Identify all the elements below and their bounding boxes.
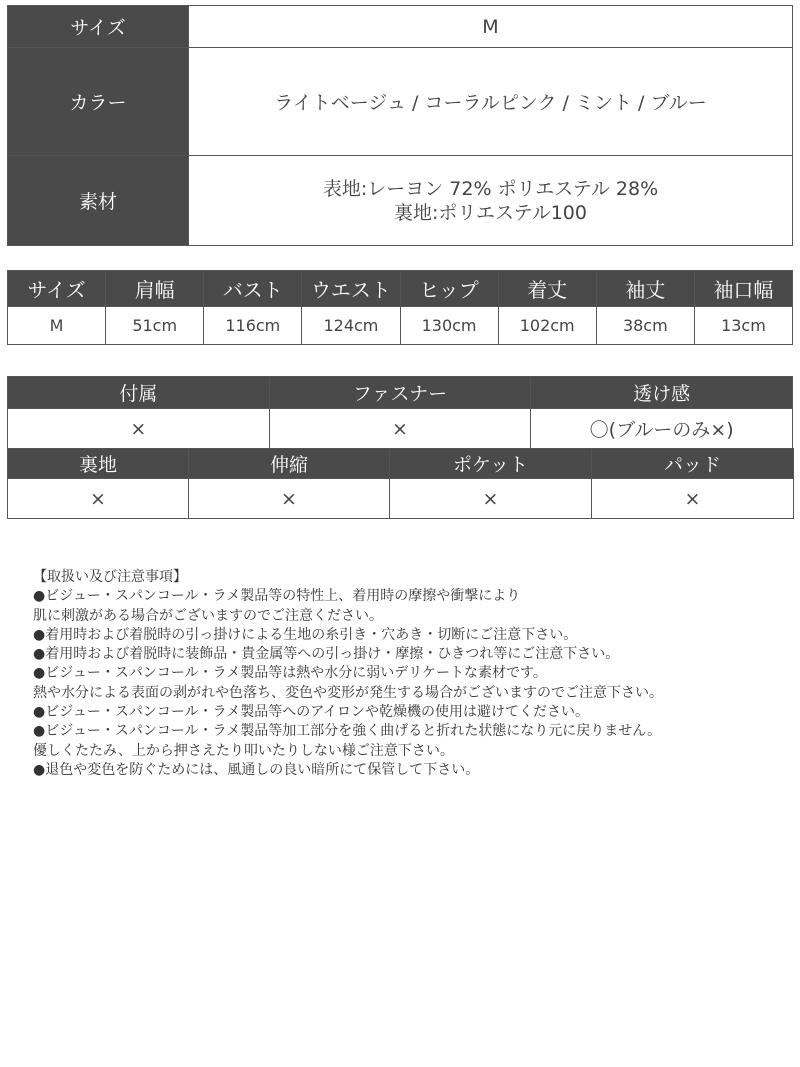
table-row bbox=[8, 307, 793, 345]
size-header: 肩幅 bbox=[106, 271, 204, 307]
size-table-header-row bbox=[8, 271, 793, 307]
detail-header: 付属 bbox=[8, 377, 270, 409]
detail-header: 裏地 bbox=[8, 449, 189, 479]
note-line: ●着用時および着脱時の引っ掛けによる生地の糸引き・穴あき・切断にご注意下さい。 bbox=[33, 626, 578, 643]
size-header: ヒップ bbox=[400, 271, 498, 307]
size-cell: 124cm bbox=[302, 307, 400, 345]
spec-row-material bbox=[8, 156, 793, 246]
table-row bbox=[8, 409, 793, 449]
material-lining: 裏地:ポリエステル100 bbox=[394, 201, 587, 224]
detail-header: 伸縮 bbox=[189, 449, 390, 479]
note-line: ●ビジュー・スパンコール・ラメ製品等の特性上、着用時の摩擦や衝撃により bbox=[33, 588, 521, 605]
detail-cell: × bbox=[592, 479, 794, 519]
color-label: カラー bbox=[8, 48, 189, 156]
detail-header: 透け感 bbox=[531, 377, 793, 409]
size-cell: 130cm bbox=[400, 307, 498, 345]
detail-cell: × bbox=[269, 409, 531, 449]
care-notes bbox=[33, 568, 793, 780]
detail-cell: × bbox=[390, 479, 592, 519]
detail-header-row bbox=[8, 449, 794, 479]
note-line: ●退色や変色を防ぐためには、風通しの良い暗所にて保管して下さい。 bbox=[33, 761, 480, 778]
note-line: 優しくたたみ、上から押さえたり叩いたりしない様ご注意下さい。 bbox=[33, 742, 454, 759]
size-label: サイズ bbox=[8, 6, 189, 48]
spec-table bbox=[7, 5, 793, 246]
size-cell: 38cm bbox=[596, 307, 694, 345]
detail-header: ファスナー bbox=[269, 377, 531, 409]
note-line: ●ビジュー・スパンコール・ラメ製品等加工部分を強く曲げると折れた状態になり元に戻りません。 bbox=[33, 723, 662, 740]
detail-table-a bbox=[7, 376, 793, 449]
spec-row-color bbox=[8, 48, 793, 156]
size-cell: 51cm bbox=[106, 307, 204, 345]
size-header: バスト bbox=[204, 271, 302, 307]
note-line: 熱や水分による表面の剥がれや色落ち、変色や変形が発生する場合がございますのでご注意下さい。 bbox=[33, 684, 663, 701]
color-value: ライトベージュ / コーラルピンク / ミント / ブルー bbox=[189, 48, 793, 156]
size-header: 着丈 bbox=[498, 271, 596, 307]
notes-heading: 【取扱い及び注意事項】 bbox=[33, 569, 187, 585]
size-header: 袖丈 bbox=[596, 271, 694, 307]
size-header: ウエスト bbox=[302, 271, 400, 307]
detail-cell: × bbox=[189, 479, 390, 519]
table-row bbox=[8, 479, 794, 519]
material-outer: 表地:レーヨン 72% ポリエステル 28% bbox=[322, 177, 659, 200]
note-line: ●ビジュー・スパンコール・ラメ製品等は熱や水分に弱いデリケートな素材です。 bbox=[33, 665, 547, 682]
size-cell: M bbox=[8, 307, 106, 345]
size-cell: 102cm bbox=[498, 307, 596, 345]
size-cell: 116cm bbox=[204, 307, 302, 345]
detail-cell: × bbox=[8, 479, 189, 519]
size-header: サイズ bbox=[8, 271, 106, 307]
note-line: 肌に刺激がある場合がございますのでご注意ください。 bbox=[33, 607, 383, 624]
detail-cell: 〇(ブルーのみ×) bbox=[531, 409, 793, 449]
material-label: 素材 bbox=[8, 156, 189, 246]
size-value: M bbox=[189, 6, 793, 48]
size-header: 袖口幅 bbox=[694, 271, 792, 307]
detail-header-row bbox=[8, 377, 793, 409]
size-table bbox=[7, 270, 793, 345]
size-cell: 13cm bbox=[694, 307, 792, 345]
detail-header: パッド bbox=[592, 449, 794, 479]
spec-row-size bbox=[8, 6, 793, 48]
note-line: ●ビジュー・スパンコール・ラメ製品等へのアイロンや乾燥機の使用は避けてください。 bbox=[33, 704, 589, 721]
detail-cell: × bbox=[8, 409, 270, 449]
material-value bbox=[189, 156, 793, 246]
detail-table-b bbox=[7, 448, 794, 519]
note-line: ●着用時および着脱時に装飾品・貴金属等への引っ掛け・摩擦・ひきつれ等にご注意下さい。 bbox=[33, 646, 620, 663]
detail-header: ポケット bbox=[390, 449, 592, 479]
